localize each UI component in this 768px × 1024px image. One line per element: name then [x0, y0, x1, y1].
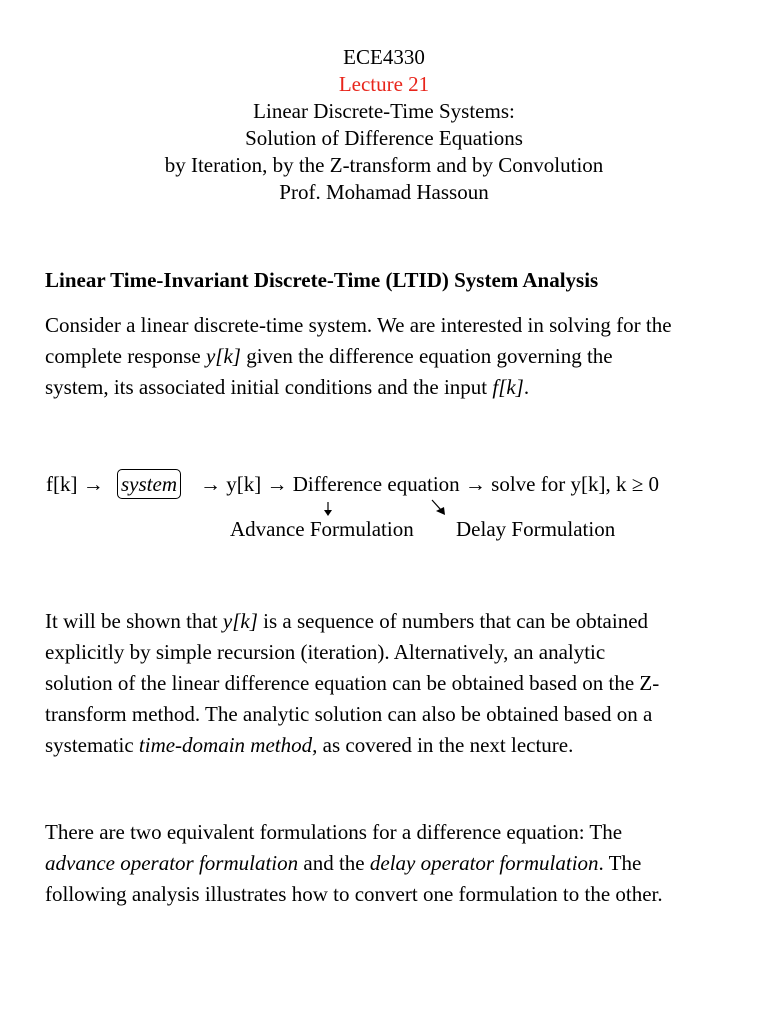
- math-f-k: f[k]: [492, 375, 524, 399]
- text: is a sequence of numbers that can be obtained: [257, 609, 649, 633]
- p2-line-5: [45, 730, 735, 761]
- math-y-k: y[k]: [205, 344, 241, 368]
- diagram-output-chain: → y[k] → Difference equation → solve for y[k], k ≥ 0: [200, 472, 660, 496]
- p2-line-2: explicitly by simple recursion (iteration). Alternatively, an analytic: [45, 640, 606, 664]
- p2-line-1: [45, 606, 735, 637]
- title-block: [0, 44, 768, 206]
- diagram-input: f[k] →: [46, 472, 104, 496]
- lecture-number: Lecture 21: [338, 72, 430, 96]
- course-code: ECE4330: [343, 45, 425, 69]
- p3-line-1: There are two equivalent formulations for a difference equation: The: [45, 820, 623, 844]
- recursion-paragraph: [45, 606, 735, 761]
- intro-line-3: [45, 372, 735, 403]
- advance-formulation-label: Advance Formulation: [230, 517, 414, 541]
- text: .: [523, 375, 530, 399]
- p3-line-3: following analysis illustrates how to convert one formulation to the other.: [45, 882, 663, 906]
- lecture-title-line-2: Solution of Difference Equations: [245, 126, 523, 150]
- formulations-paragraph: [45, 817, 735, 910]
- p2-line-3: solution of the linear difference equation can be obtained based on the Z-: [45, 671, 660, 695]
- text: and the: [298, 851, 370, 875]
- text: given the difference equation governing the: [240, 344, 613, 368]
- text: system, its associated initial conditions and the input: [45, 375, 493, 399]
- emphasis: advance operator formulation: [45, 851, 299, 875]
- author: Prof. Mohamad Hassoun: [279, 180, 489, 204]
- text: systematic: [45, 733, 139, 757]
- section-heading: Linear Time-Invariant Discrete-Time (LTID) System Analysis: [45, 268, 599, 292]
- formulation-arrows: [0, 460, 768, 560]
- text: as covered in the next lecture.: [317, 733, 574, 757]
- emphasis: delay operator formulation: [369, 851, 599, 875]
- lecture-title-line-3: by Iteration, by the Z-transform and by Convolution: [164, 153, 604, 177]
- intro-paragraph: [45, 310, 735, 403]
- text: It will be shown that: [45, 609, 223, 633]
- math-y-k: y[k]: [222, 609, 258, 633]
- intro-line-1: Consider a linear discrete-time system. We are interested in solving for the: [45, 313, 672, 337]
- system-diagram: [0, 460, 768, 560]
- lecture-title-line-1: Linear Discrete-Time Systems:: [253, 99, 515, 123]
- system-box: system: [117, 469, 181, 499]
- emphasis: time-domain method,: [138, 733, 318, 757]
- p2-line-4: transform method. The analytic solution can also be obtained based on a: [45, 702, 653, 726]
- intro-line-2: [45, 341, 735, 372]
- text: . The: [598, 851, 642, 875]
- delay-formulation-label: Delay Formulation: [456, 517, 616, 541]
- p3-line-2: [45, 848, 735, 879]
- text: complete response: [45, 344, 206, 368]
